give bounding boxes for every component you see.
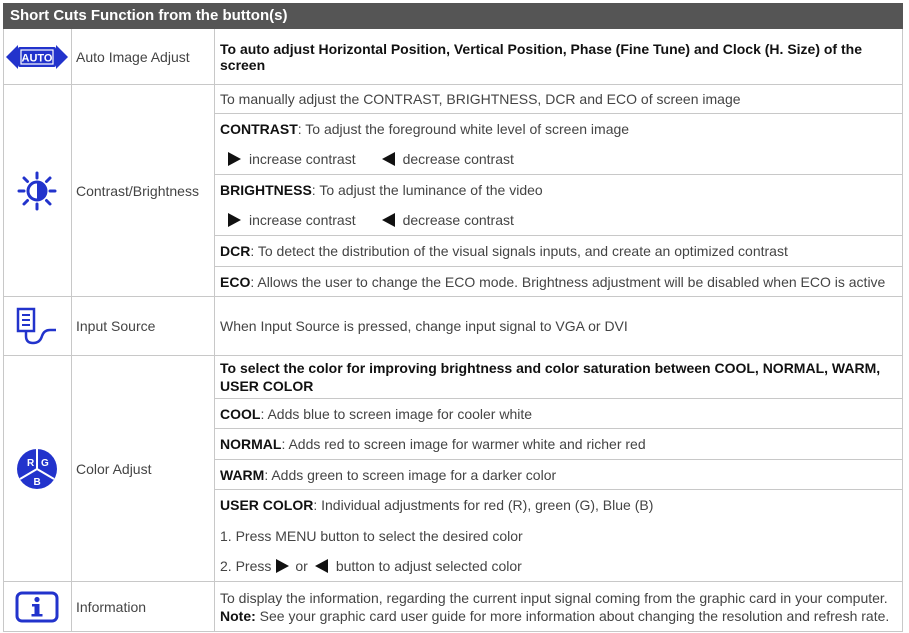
information-note — [220, 607, 889, 625]
info-icon — [15, 591, 59, 623]
contrast-arrows — [214, 144, 903, 174]
brightness-sun-icon — [17, 171, 57, 211]
cool-term: COOL — [220, 405, 261, 422]
auto-image-adjust-label: Auto Image Adjust — [76, 49, 190, 65]
cool-desc — [214, 399, 903, 428]
contrast-icon-cell — [3, 85, 71, 296]
rgb-icon-g: G — [41, 457, 49, 469]
note-text: See your graphic card user guide for more information about changing the resolution and refresh rate. — [255, 607, 890, 624]
brightness-increase-label: increase contrast — [249, 212, 356, 228]
user-color-term: USER COLOR — [220, 497, 314, 513]
color-intro-text: To select the color for improving brightness and color saturation between COOL, NORMAL, WARM, USER COLOR — [220, 360, 881, 394]
left-arrow-icon — [315, 559, 328, 573]
eco-term: ECO — [220, 273, 251, 290]
brightness-term: BRIGHTNESS — [220, 182, 312, 198]
normal-text: : Adds red to screen image for warmer white and richer red — [281, 436, 646, 452]
table-border-bottom — [3, 631, 903, 632]
auto-image-adjust-desc — [214, 30, 903, 84]
decrease-contrast-label: decrease contrast — [402, 151, 514, 167]
input-icon-cell — [3, 297, 71, 355]
auto-desc-text: To auto adjust Horizontal Position, Vertical Position, Phase (Fine Tune) and Clock (H. Size) of the screen — [220, 41, 862, 73]
brightness-decrease-label: decrease contrast — [402, 212, 514, 228]
contrast-intro: To manually adjust the CONTRAST, BRIGHTNESS, DCR and ECO of screen image — [220, 91, 741, 107]
note-term: Note: — [220, 607, 256, 624]
eco-text: : Allows the user to change the ECO mode. Brightness adjustment will be disabled when ECO is active — [250, 273, 886, 290]
step-2 — [214, 551, 903, 581]
step-2-text: button to adjust selected color — [335, 558, 522, 574]
input-source-desc: When Input Source is pressed, change input signal to VGA or DVI — [220, 318, 628, 334]
right-arrow-icon — [228, 213, 241, 227]
right-arrow-icon — [276, 559, 289, 573]
warm-term: WARM — [220, 466, 265, 483]
color-adjust-label: Color Adjust — [76, 460, 152, 477]
brightness-text: : To adjust the luminance of the video — [311, 182, 543, 198]
cool-text: : Adds blue to screen image for cooler white — [260, 405, 533, 422]
rgb-icon — [15, 447, 59, 491]
dcr-desc — [214, 236, 903, 266]
eco-desc — [214, 267, 903, 296]
table-header: Short Cuts Function from the button(s) — [3, 3, 903, 29]
user-color-text: : Individual adjustments for red (R), green (G), Blue (B) — [313, 497, 654, 513]
input-source-label: Input Source — [76, 318, 156, 334]
color-intro — [214, 356, 903, 398]
normal-desc — [214, 429, 903, 459]
info-icon-cell — [3, 582, 71, 631]
increase-contrast-label: increase contrast — [249, 151, 356, 167]
user-color-desc — [214, 490, 903, 520]
left-arrow-icon — [382, 152, 395, 166]
auto-icon-cell — [3, 30, 71, 84]
step-2-or: or — [295, 558, 308, 574]
information-text: To display the information, regarding the current input signal coming from the graphic card in your computer. — [220, 589, 888, 606]
rgb-icon-b: B — [33, 476, 41, 488]
warm-text: : Adds green to screen image for a darker color — [264, 466, 557, 483]
auto-icon-text: AUTO — [21, 52, 53, 65]
contrast-term: CONTRAST — [220, 121, 298, 137]
contrast-text: : To adjust the foreground white level of screen image — [297, 121, 630, 137]
warm-desc — [214, 460, 903, 489]
input-source-icon — [14, 306, 60, 346]
left-arrow-icon — [382, 213, 395, 227]
right-arrow-icon — [228, 152, 241, 166]
step-1: 1. Press MENU button to select the desired color — [220, 528, 523, 544]
dcr-term: DCR — [220, 243, 251, 259]
contrast-brightness-label: Contrast/Brightness — [76, 182, 199, 199]
dcr-text: : To detect the distribution of the visual signals inputs, and create an optimized contrast — [250, 243, 788, 259]
rgb-icon-r: R — [27, 457, 35, 469]
auto-icon — [6, 42, 68, 72]
brightness-arrows — [214, 205, 903, 235]
contrast-desc — [214, 114, 903, 144]
brightness-desc — [214, 175, 903, 205]
color-icon-cell — [3, 356, 71, 581]
information-desc — [214, 582, 903, 631]
normal-term: NORMAL — [220, 436, 282, 452]
information-label: Information — [76, 598, 147, 615]
step-2-press: 2. Press — [220, 558, 272, 574]
